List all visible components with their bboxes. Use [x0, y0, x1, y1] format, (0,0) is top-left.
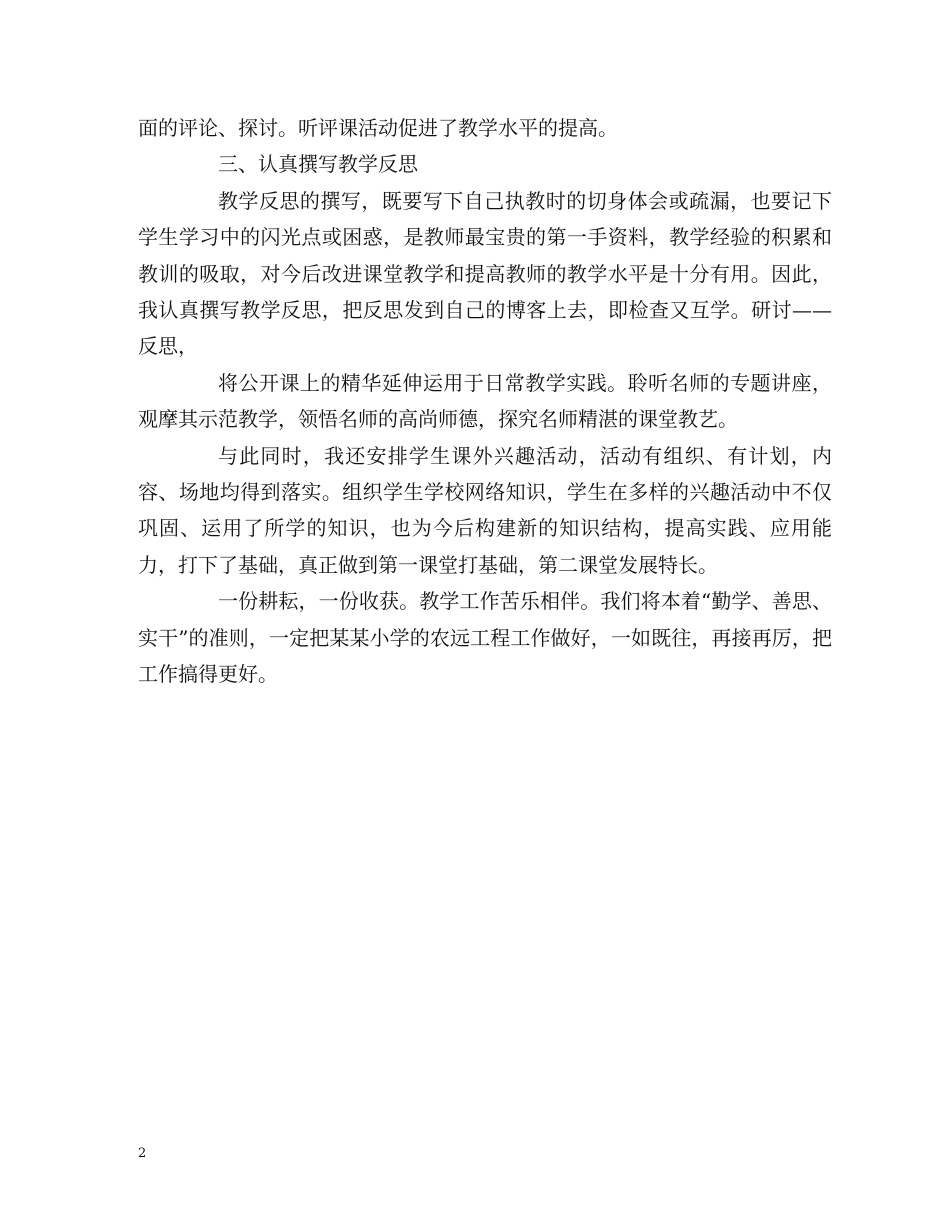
paragraph-open-class: 将公开课上的精华延伸运用于日常教学实践。聆听名师的专题讲座，观摩其示范教学，领悟名师的高尚师德，探究名师精湛的课堂教艺。 [138, 370, 832, 432]
paragraph-conclusion: 一份耕耘，一份收获。教学工作苦乐相伴。我们将本着“勤学、善思、实干”的准则，一定把某某小学的农远工程工作做好，一如既往，再接再厉，把工作搞得更好。 [138, 589, 832, 687]
paragraph-continuation: 面的评论、探讨。听评课活动促进了教学水平的提高。 [138, 116, 618, 140]
paragraph-reflection: 教学反思的撰写，既要写下自己执教时的切身体会或疏漏，也要记下学生学习中的闪光点或困惑，是教师最宝贵的第一手资料，教学经验的积累和教训的吸取，对今后改进课堂教学和提高教师的教学水平是十分有用。因此，我认真撰写教学反思，把反思发到自己的博客上去，即检查又互学。研讨——反思， [138, 188, 832, 359]
paragraph-activities: 与此同时，我还安排学生课外兴趣活动，活动有组织、有计划，内容、场地均得到落实。组织学生学校网络知识，学生在多样的兴趣活动中不仅巩固、运用了所学的知识，也为今后构建新的知识结构，提高实践、应用能力，打下了基础，真正做到第一课堂打基础，第二课堂发展特长。 [138, 443, 832, 577]
document-body [138, 110, 832, 693]
page-number: 2 [138, 1146, 147, 1161]
section-heading-3: 三、认真撰写教学反思 [218, 152, 418, 177]
